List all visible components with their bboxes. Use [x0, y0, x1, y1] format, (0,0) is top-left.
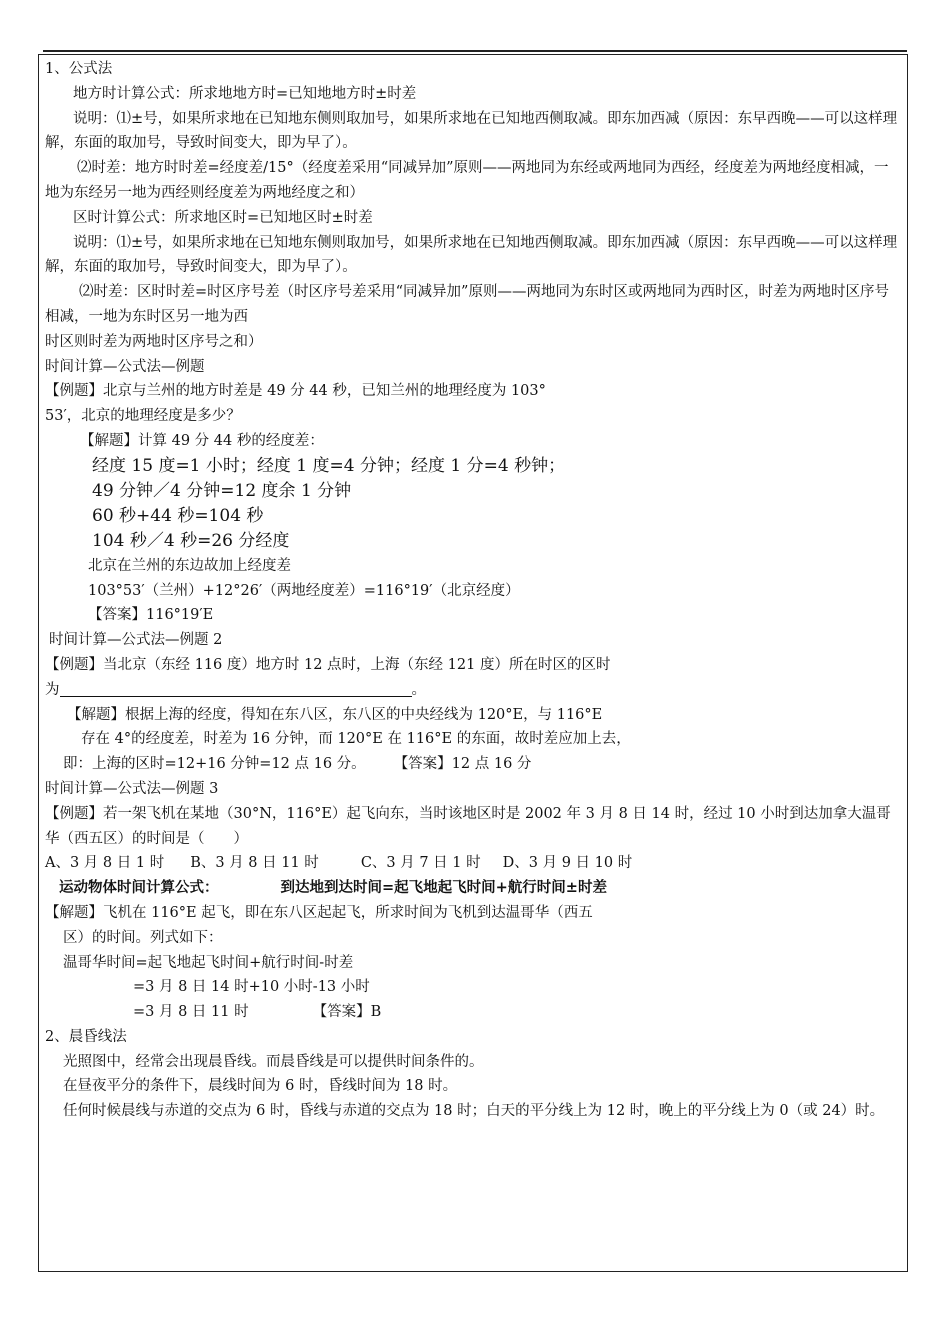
answer-blank	[60, 680, 412, 697]
example-3-solution-1: 【解题】飞机在 116°E 起飞，即在东八区起起飞，所求时间为飞机到达温哥华（西五	[45, 904, 593, 921]
example-1-step-3: 60 秒+44 秒=104 秒	[92, 505, 264, 526]
formula-label: 运动物体时间计算公式：	[59, 879, 219, 897]
note-zone-time-diff-end: 时区则时差为两地时区序号之和）	[45, 333, 263, 350]
local-time-formula: 地方时计算公式：所求地地方时=已知地地方时±时差	[73, 85, 417, 102]
example-3-result: =3 月 8 日 11 时	[133, 1004, 249, 1021]
example-1-heading: 时间计算—公式法—例题	[45, 358, 205, 375]
example-2-period: 。	[411, 681, 426, 698]
example-2-answer: 【答案】12 点 16 分	[393, 756, 532, 773]
example-1-step-5: 北京在兰州的东边故加上经度差	[88, 557, 291, 574]
note-sign-rule-1: 说明：⑴±号，如果所求地在已知地东侧则取加号，如果所求地在已知地西侧取减。即东加西减（原因：东早西晚——可以这样理解，东面的取加号，导致时间变大，即为早了）。	[45, 110, 898, 152]
formula-body: 到达地到达时间=起飞地起飞时间+航行时间±时差	[280, 879, 607, 897]
note-local-time-diff: ⑵时差：地方时时差=经度差/15°（经度差采用“同减异加”原则——两地同为东经或两地同为西经，经度差为两地经度相减，一地为东经另一地为西经则经度差为两地经度之和）	[45, 160, 889, 201]
example-2-question-end	[45, 678, 903, 703]
option-d: D、3 月 9 日 10 时	[502, 855, 633, 872]
example-3-heading: 时间计算—公式法—例题 3	[45, 780, 219, 797]
moving-object-formula	[45, 876, 903, 901]
example-3-answer: 【答案】B	[312, 1004, 382, 1021]
example-1-question-end: 53′，北京的地理经度是多少？	[45, 408, 241, 425]
example-2-solution-1: 【解题】根据上海的经度，得知在东八区，东八区的中央经线为 120°E，与 116°E	[67, 706, 603, 723]
example-3-options	[45, 851, 903, 876]
terminator-para-3: 任何时候晨线与赤道的交点为 6 时，昏线与赤道的交点为 18 时；白天的平分线上为 12 时，晚上的平分线上为 0（或 24）时。	[63, 1103, 885, 1120]
example-2-solution-text: 即：上海的区时=12+16 分钟=12 点 16 分。	[63, 756, 366, 773]
example-3-solution-4: =3 月 8 日 14 时+10 小时-13 小时	[133, 979, 370, 996]
option-b: B、3 月 8 日 11 时	[190, 855, 319, 872]
option-c: C、3 月 7 日 1 时	[360, 855, 481, 872]
document-body	[45, 57, 903, 1124]
example-2-heading: 时间计算—公式法—例题 2	[49, 632, 223, 649]
section-heading-formula: 1、公式法	[45, 61, 113, 77]
section-heading-terminator: 2、晨昏线法	[45, 1028, 127, 1045]
zone-time-formula: 区时计算公式：所求地区时=已知地区时±时差	[73, 209, 373, 226]
example-1-answer: 【答案】116°19′E	[88, 607, 214, 624]
example-3-solution-5	[45, 1000, 903, 1025]
example-1-step-2: 49 分钟／4 分钟=12 度余 1 分钟	[92, 480, 352, 501]
example-3-question: 【例题】若一架飞机在某地（30°N，116°E）起飞向东，当时该地区时是 2002 年 3 月 8 日 14 时，经过 10 小时到达加拿大温哥华（西五区）的时间是（ ）	[45, 805, 891, 847]
example-2-solution-2: 存在 4°的经度差，时差为 16 分钟，而 120°E 在 116°E 的东面，故时差应加上去，	[81, 731, 631, 748]
terminator-para-2: 在昼夜平分的条件下，晨线时间为 6 时，昏线时间为 18 时。	[63, 1078, 458, 1095]
example-1-question: 【例题】北京与兰州的地方时差是 49 分 44 秒，已知兰州的地理经度为 103°	[45, 383, 546, 400]
example-2-prefix: 为	[45, 681, 60, 698]
note-sign-rule-2: 说明：⑴±号，如果所求地在已知地东侧则取加号，如果所求地在已知地西侧取减。即东加西减（原因：东早西晚——可以这样理解，东面的取加号，导致时间变大，即为早了）。	[45, 234, 898, 276]
example-2-solution-3	[45, 752, 903, 777]
example-1-step-6: 103°53′（兰州）+12°26′（两地经度差）=116°19′（北京经度）	[88, 582, 520, 599]
example-3-solution-2: 区）的时间。列式如下：	[63, 929, 223, 946]
example-1-step-1: 经度 15 度=1 小时；经度 1 度=4 分钟；经度 1 分=4 秒钟；	[92, 455, 566, 476]
example-3-solution-3: 温哥华时间=起飞地起飞时间+航行时间-时差	[63, 954, 354, 971]
example-1-step-4: 104 秒／4 秒=26 分经度	[92, 530, 290, 551]
terminator-para-1: 光照图中，经常会出现晨昏线。而晨昏线是可以提供时间条件的。	[63, 1053, 484, 1070]
example-2-question: 【例题】当北京（东经 116 度）地方时 12 点时，上海（东经 121 度）所在时区的区时	[45, 656, 611, 673]
top-rule	[43, 50, 907, 52]
option-a: A、3 月 8 日 1 时	[45, 855, 165, 872]
note-zone-time-diff: ⑵时差：区时时差=时区序号差（时区序号差采用“同减异加”原则——两地同为东时区或两地同为西时区，时差为两地时区序号相减，一地为东时区另一地为西	[45, 284, 889, 325]
example-1-solution-title: 【解题】计算 49 分 44 秒的经度差：	[80, 432, 324, 449]
